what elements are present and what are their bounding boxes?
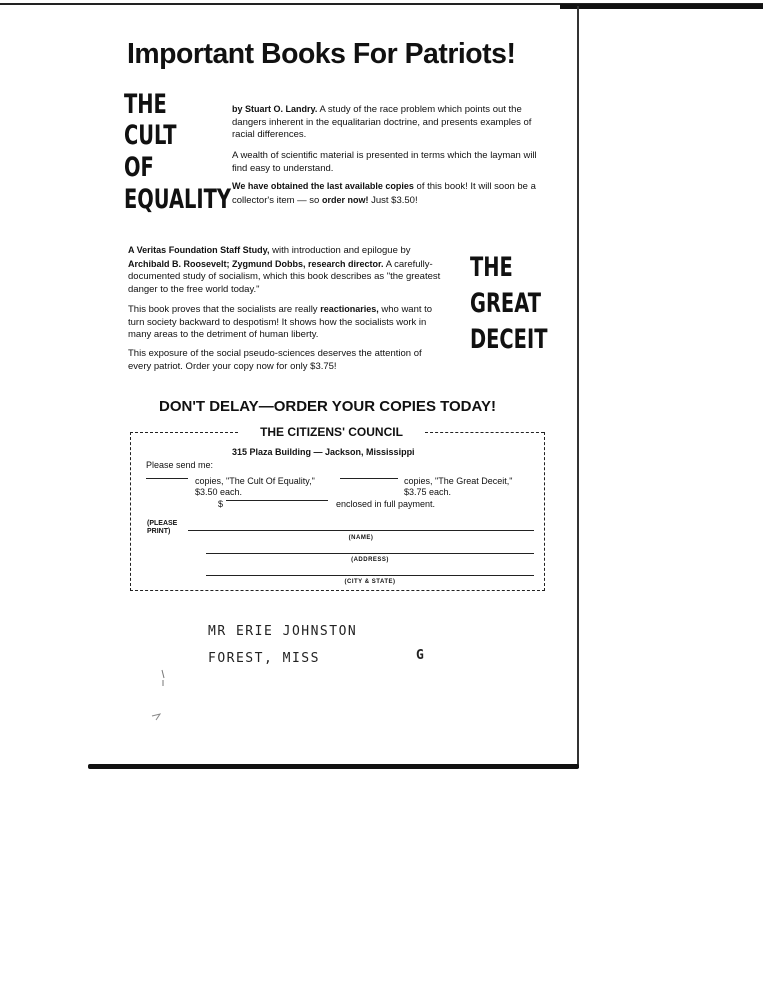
copies-deceit-field[interactable] bbox=[340, 478, 398, 479]
city-state-field[interactable] bbox=[206, 575, 534, 576]
recipient-name: MR ERIE JOHNSTON bbox=[208, 624, 358, 639]
cult-offer bbox=[232, 180, 546, 207]
cult-offer-bold: We have obtained the last available copies bbox=[232, 181, 414, 191]
top-border-thick bbox=[560, 4, 763, 9]
recipient-code: G bbox=[416, 648, 424, 663]
deceit-intro-text: with introduction and epilogue by bbox=[272, 245, 411, 256]
cult-description-text: A study of the race problem which points out the dangers inherent in the equalitarian doctrine, and presents examples of racial differences. bbox=[232, 104, 532, 140]
dollar-sign: $ bbox=[218, 499, 224, 509]
cult-offer-text: of this book! It will soon be a collector's item — so bbox=[232, 181, 536, 206]
page-title: Important Books For Patriots! bbox=[127, 38, 516, 70]
coupon-organization: THE CITIZENS' COUNCIL bbox=[260, 425, 403, 439]
payment-label: enclosed in full payment. bbox=[336, 499, 436, 509]
payment-amount-field[interactable] bbox=[226, 500, 328, 501]
bottom-border bbox=[88, 764, 579, 769]
cult-order-now: order now! bbox=[321, 194, 369, 205]
deceit-detail bbox=[128, 303, 442, 342]
name-label: (NAME) bbox=[348, 535, 374, 541]
deceit-detail-end: who want to turn society backward to despotism! It shows how the socialists work in many areas to the detriment of human liberty. bbox=[128, 304, 433, 340]
right-border bbox=[577, 6, 579, 768]
copies-cult-label: copies, "The Cult Of Equality," $3.50 each. bbox=[195, 476, 315, 497]
coupon-top-dash-left bbox=[130, 432, 238, 433]
cult-title-line-1: THE bbox=[124, 89, 167, 120]
deceit-description-text: A carefully-documented study of socialism, which this book describes as "the greatest danger to the free world today." bbox=[128, 258, 441, 295]
coupon-send-label: Please send me: bbox=[146, 460, 214, 470]
please-print-label: (PLEASE PRINT) bbox=[147, 520, 178, 535]
deceit-source: A Veritas Foundation Staff Study, bbox=[128, 245, 270, 255]
cult-description bbox=[232, 103, 546, 142]
deceit-authors: Archibald B. Roosevelt; Zygmund Dobbs, research director. bbox=[128, 258, 384, 269]
cult-title-line-2: CULT bbox=[124, 120, 177, 151]
address-field[interactable] bbox=[206, 553, 534, 554]
deceit-title-line-2: GREAT bbox=[470, 288, 542, 319]
order-call-to-action: DON'T DELAY—ORDER YOUR COPIES TODAY! bbox=[159, 398, 496, 415]
address-label: (ADDRESS) bbox=[351, 557, 389, 563]
deceit-description bbox=[128, 244, 442, 296]
coupon-top-dash-right bbox=[425, 432, 544, 433]
deceit-title-line-3: DECEIT bbox=[470, 324, 548, 355]
cult-title-line-4: EQUALITY bbox=[124, 184, 231, 215]
cult-detail: A wealth of scientific material is presented in terms which the layman will find easy to understand. bbox=[232, 150, 537, 174]
deceit-reactionaries: reactionaries, bbox=[320, 304, 379, 314]
city-state-label: (CITY & STATE) bbox=[344, 579, 396, 585]
copies-deceit-label: copies, "The Great Deceit," $3.75 each. bbox=[404, 476, 513, 497]
cult-price: Just $3.50! bbox=[371, 194, 418, 206]
cult-author: by Stuart O. Landry. bbox=[232, 104, 318, 114]
coupon-address: 315 Plaza Building — Jackson, Mississippi bbox=[232, 447, 415, 457]
name-field[interactable] bbox=[188, 530, 534, 531]
cult-title-line-3: OF bbox=[124, 152, 154, 183]
recipient-city: FOREST, MISS bbox=[208, 651, 320, 666]
deceit-title-line-1: THE bbox=[470, 252, 513, 283]
deceit-offer: This exposure of the social pseudo-sciences deserves the attention of every patriot. Order your copy now for only $3.75! bbox=[128, 348, 422, 372]
copies-cult-field[interactable] bbox=[146, 478, 188, 479]
pen-mark-icon bbox=[150, 668, 180, 728]
deceit-detail-start: This book proves that the socialists are really bbox=[128, 304, 318, 315]
